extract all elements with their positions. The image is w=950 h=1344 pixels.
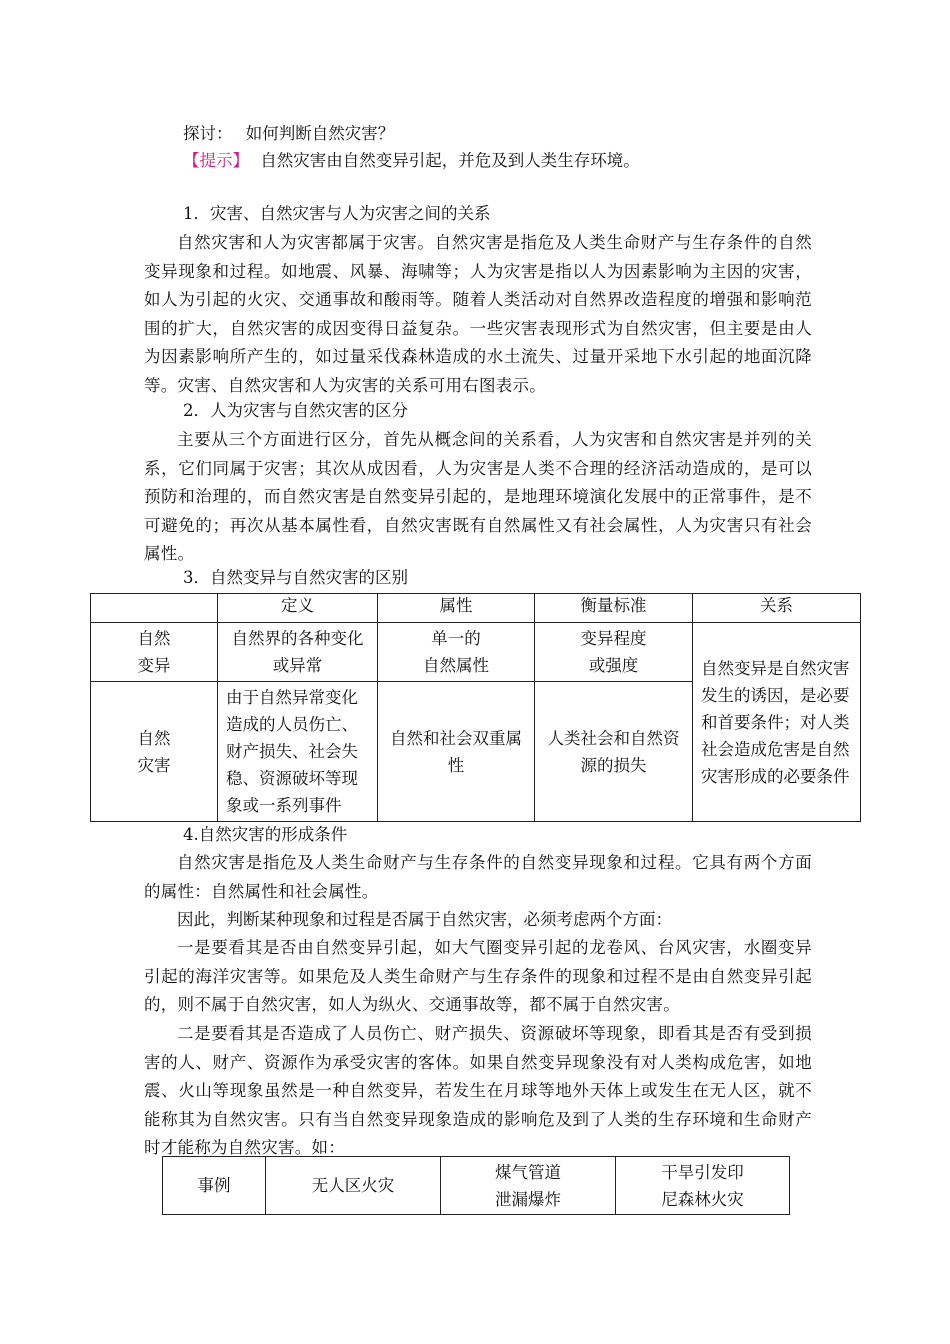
section-2-paragraph: 主要从三个方面进行区分，首先从概念间的关系看，人为灾害和自然灾害是并列的关系，它们同属于灾害；其次从成因看，人为灾害是人类不合理的经济活动造成的，是可以预防和治理的，而自然灾害是自然变异引起的，是地理环境演化发展中的正常事件，是不可避免的；再次从基本属性看，自然灾害既有自然属性又有社会属性，人为灾害只有社会属性。 — [144, 430, 812, 563]
table-header-row — [91, 594, 861, 623]
section-4-paragraph-1: 自然灾害是指危及人类生命财产与生存条件的自然变异现象和过程。它具有两个方面的属性：自然属性和社会属性。 — [144, 853, 812, 901]
section-4-paragraph-3: 一是要看其是否由自然变异引起，如大气圈变异引起的龙卷风、台风灾害，水圈变异引起的海洋灾害等。如果危及人类生命财产与生存条件的现象和过程不是由自然变异引起的，则不属于自然灾害，如人为纵火、交通事故等，都不属于自然灾害。 — [144, 938, 812, 1014]
example-cell-1: 无人区火灾 — [266, 1157, 441, 1215]
header-cell-attribute: 属性 — [378, 594, 535, 623]
example-cell-3: 干旱引发印 尼森林火灾 — [616, 1157, 790, 1215]
section-2-heading: 2．人为灾害与自然灾害的区分 — [183, 401, 408, 420]
cell-relation: 自然变异是自然灾害发生的诱因，是必要和首要条件；对人类社会造成危害是自然灾害形成的必要条件 — [693, 623, 861, 822]
header-cell-definition: 定义 — [218, 594, 378, 623]
hint-text: 自然灾害由自然变异引起，并危及到人类生存环境。 — [260, 151, 640, 170]
example-cell-2: 煤气管道 泄漏爆炸 — [441, 1157, 616, 1215]
cell-measure: 人类社会和自然资源的损失 — [535, 682, 693, 822]
example-table — [162, 1156, 790, 1215]
discussion-question: 如何判断自然灾害？ — [245, 124, 395, 143]
section-3-heading: 3．自然变异与自然灾害的区别 — [183, 568, 408, 587]
discussion-label: 探讨： — [183, 124, 233, 143]
discussion-line — [183, 121, 394, 147]
hint-label: 【提示】 — [183, 151, 249, 170]
row-name-natural-disaster: 自然 灾害 — [91, 682, 218, 822]
section-1-paragraph: 自然灾害和人为灾害都属于灾害。自然灾害是指危及人类生命财产与生存条件的自然变异现象和过程。如地震、风暴、海啸等；人为灾害是指以人为因素影响为主因的灾害，如人为引起的火灾、交通事故和酸雨等。随着人类活动对自然界改造程度的增强和影响范围的扩大，自然灾害的成因变得日益复杂。一些灾害表现形式为自然灾害，但主要是由人为因素影响所产生的，如过量采伐森林造成的水土流失、过量开采地下水引起的地面沉降等。灾害、自然灾害和人为灾害的关系可用右图表示。 — [144, 233, 812, 395]
cell-definition: 由于自然异常变化造成的人员伤亡、财产损失、社会失稳、资源破坏等现象或一系列事件 — [218, 682, 378, 822]
header-cell-empty — [91, 594, 218, 623]
header-cell-measure: 衡量标准 — [535, 594, 693, 623]
row-name-natural-variation: 自然 变异 — [91, 623, 218, 682]
example-label-cell: 事例 — [163, 1157, 266, 1215]
cell-attribute: 单一的 自然属性 — [378, 623, 535, 682]
section-1-heading: 1．灾害、自然灾害与人为灾害之间的关系 — [183, 204, 491, 223]
section-4-heading: 4.自然灾害的形成条件 — [183, 825, 348, 844]
section-4-paragraph-4: 二是要看其是否造成了人员伤亡、财产损失、资源破坏等现象，即看其是否有受到损害的人、财产、资源作为承受灾害的客体。如果自然变异现象没有对人类构成危害，如地震、火山等现象虽然是一种自然变异，若发生在月球等地外天体上或发生在无人区，就不能称其为自然灾害。只有当自然变异现象造成的影响危及到了人类的生存环境和生命财产时才能称为自然灾害。如： — [144, 1024, 812, 1157]
section-4-paragraph-2: 因此，判断某种现象和过程是否属于自然灾害，必须考虑两个方面： — [177, 910, 672, 929]
table-row — [163, 1157, 790, 1215]
cell-definition: 自然界的各种变化或异常 — [218, 623, 378, 682]
cell-attribute: 自然和社会双重属性 — [378, 682, 535, 822]
header-cell-relation: 关系 — [693, 594, 861, 623]
cell-measure: 变异程度 或强度 — [535, 623, 693, 682]
hint-line — [183, 148, 640, 174]
comparison-table — [90, 593, 861, 822]
table-row — [91, 623, 861, 682]
